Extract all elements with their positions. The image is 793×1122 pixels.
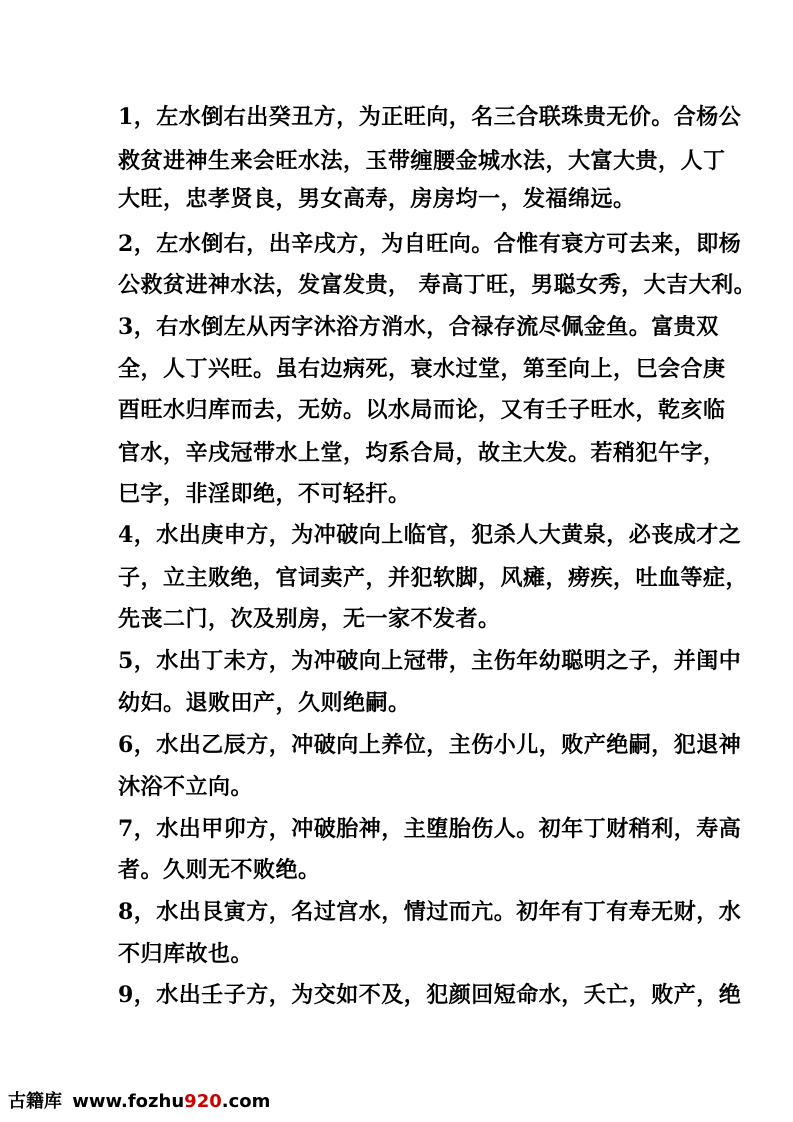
text-line: 不归库故也。 [118,941,254,967]
text-line: 公救贫进神水法，发富发贵， 寿高丁旺，男聪女秀，大吉大利。 [118,272,757,298]
text-line: 5，水出丁未方，为冲破向上冠带，主伤年幼聪明之子，并闺中 [118,648,742,674]
footer-url-digits: 920 [184,1091,222,1112]
text-line: 者。久则无不败绝。 [118,857,321,883]
text-line: 先丧二门，次及别房，无一家不发者。 [118,606,501,632]
footer-url-suffix: .com [221,1091,271,1112]
text-line: 1，左水倒右出癸丑方，为正旺向，名三合联珠贵无价。合杨公 [118,104,742,130]
text-line: 7，水出甲卯方，冲破胎神，主堕胎伤人。初年丁财稍利，寿高 [118,816,742,842]
text-line: 大旺，忠孝贤良，男女高寿，房房均一，发福绵远。 [118,186,636,212]
text-line: 3，右水倒左从丙字沐浴方消水，合禄存流尽佩金鱼。富贵双 [118,314,719,340]
text-line: 全，人丁兴旺。虽右边病死，衰水过堂，第至向上，巳会合庚 [118,356,726,382]
text-line: 2，左水倒右，出辛戌方，为自旺向。合惟有衰方可去来，即杨 [118,231,742,257]
footer-url-prefix: www.fozhu [72,1091,185,1112]
text-line: 沐浴不立向。 [118,774,254,800]
footer-watermark [8,1087,270,1113]
text-line: 救贫进神生来会旺水法，玉带缠腰金城水法，大富大贵，人丁 [118,148,726,174]
footer-site-name: 古籍库 [8,1091,62,1112]
text-line: 幼妇。退败田产，久则绝嗣。 [118,690,411,716]
text-line: 官水，辛戌冠带水上堂，均系合局，故主大发。若稍犯午字， [118,440,726,466]
text-line: 巳字，非淫即绝，不可轻扞。 [118,481,411,507]
text-line: 8，水出艮寅方，名过宫水，情过而亢。初年有丁有寿无财，水 [118,899,742,925]
text-line: 子，立主败绝，官词卖产，并犯软脚，风瘫，痨疾，吐血等症， [118,565,749,591]
text-line: 6，水出乙辰方，冲破向上养位，主伤小儿，败产绝嗣，犯退神 [118,732,742,758]
text-line: 酉旺水归库而去，无妨。以水局而论，又有壬子旺水，乾亥临 [118,397,726,423]
text-line: 4，水出庚申方，为冲破向上临官，犯杀人大黄泉，必丧成才之 [118,522,742,548]
text-line: 9，水出壬子方，为交如不及，犯颜回短命水，夭亡，败产，绝 [118,982,742,1008]
